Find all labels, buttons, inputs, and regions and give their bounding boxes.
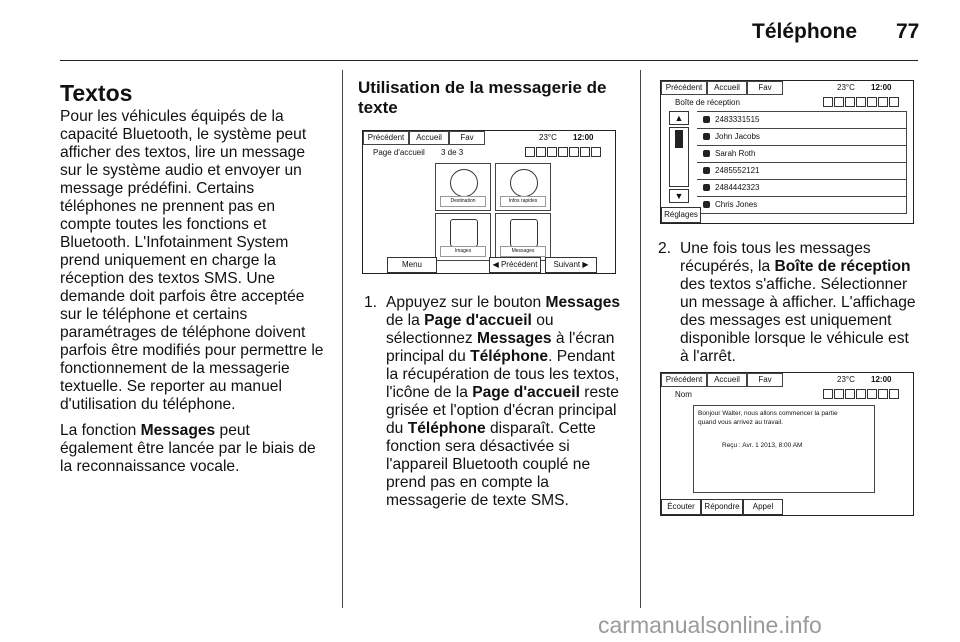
status-icons bbox=[525, 147, 601, 158]
screen-inbox bbox=[660, 80, 914, 224]
reply-button[interactable]: Répondre bbox=[701, 499, 743, 515]
inbox-row[interactable]: Sarah Roth bbox=[697, 145, 907, 163]
status-icons bbox=[823, 389, 899, 400]
paragraph-intro: Pour les véhicules équipés de la capacité Bluetooth, le système peut afficher des textos, lire un message sur le système audio et envoyer un message prédéfini. Certains téléphones ne prennent pas en compte toutes les fonctions et Bluetooth. L'Infotainment System prend uniquement en charge la réception des textos SMS. Une demande doit parfois être acceptée sur le téléphone et certains paramétrages de téléphone doivent parfois être modifiés pour permettre le fonctionnement de la messagerie textuelle. Se reporter au manuel d'utilisation du téléphone. bbox=[60, 108, 324, 413]
section-heading-messaging: Utilisation de la messagerie de texte bbox=[358, 78, 607, 117]
step-2: 2. Une fois tous les messages récupérés, la Boîte de réception des textos s'affiche. Sélectionner un message à afficher. L'affichage des messages est uniquement disponible lorsque le véhicule est à l'arrêt. bbox=[658, 240, 920, 366]
scrollbar-track[interactable] bbox=[669, 127, 689, 187]
sender-name: Nom bbox=[675, 390, 692, 399]
tile-messages[interactable]: Messages bbox=[495, 213, 551, 261]
header-rule bbox=[60, 60, 918, 61]
fav-button[interactable]: Fav bbox=[747, 81, 783, 95]
page-number: 77 bbox=[896, 20, 920, 43]
inbox-row[interactable]: 2483331515 bbox=[697, 111, 907, 129]
settings-button[interactable]: Réglages bbox=[661, 207, 701, 223]
watermark: carmanualsonline.info bbox=[598, 612, 822, 638]
column-divider-2 bbox=[640, 70, 641, 608]
tile-images[interactable]: Images bbox=[435, 213, 491, 261]
home-button[interactable]: Accueil bbox=[409, 131, 449, 145]
next-button[interactable]: Suivant ▶ bbox=[545, 257, 597, 273]
tile-quick-info[interactable]: Infos rapides bbox=[495, 163, 551, 211]
back-button[interactable]: Précédent bbox=[363, 131, 409, 145]
received-date: Reçu : Avr. 1 2013, 8:00 AM bbox=[722, 442, 803, 449]
fav-button[interactable]: Fav bbox=[747, 373, 783, 387]
inbox-row[interactable]: Chris Jones bbox=[697, 196, 907, 214]
scroll-up-button[interactable]: ▲ bbox=[669, 111, 689, 125]
inbox-row[interactable]: John Jacobs bbox=[697, 128, 907, 146]
column-divider-1 bbox=[342, 70, 343, 608]
temperature: 23°C bbox=[837, 83, 855, 92]
column-2 bbox=[358, 78, 624, 118]
tile-destination[interactable]: Destination bbox=[435, 163, 491, 211]
inbox-row[interactable]: 2485552121 bbox=[697, 162, 907, 180]
previous-button[interactable]: ◀ Précédent bbox=[489, 257, 541, 273]
call-button[interactable]: Appel bbox=[743, 499, 783, 515]
clock: 12:00 bbox=[871, 375, 892, 384]
page-header-title: Téléphone bbox=[752, 20, 858, 43]
screen-subtitle: Boîte de réception bbox=[675, 98, 740, 107]
back-button[interactable]: Précédent bbox=[661, 81, 707, 95]
screen-home-page bbox=[362, 130, 616, 274]
home-button[interactable]: Accueil bbox=[707, 81, 747, 95]
temperature: 23°C bbox=[539, 133, 557, 142]
section-heading-textos: Textos bbox=[60, 80, 133, 106]
step-1: 1. Appuyez sur le bouton Messages de la Page d'accueil ou sélectionnez Messages à l'écran principal du Téléphone. Pendant la récupération de tous les textos, l'icône de la Page d'accueil reste grisée et l'option d'écran principal du Téléphone disparaît. Cette fonction sera désactivée si l'appareil Bluetooth couplé ne prend pas en compte la messagerie de texte SMS. bbox=[364, 294, 626, 510]
clock: 12:00 bbox=[573, 133, 594, 142]
step-1-text: Appuyez sur le bouton Messages de la Page d'accueil ou sélectionnez Messages à l'écran principal du Téléphone. Pendant la récupération de tous les textos, l'icône de la Page d'accueil reste grisée et l'option d'écran principal du Téléphone disparaît. Cette fonction sera désactivée si l'appareil Bluetooth couplé ne prend pas en compte la messagerie de texte SMS. bbox=[386, 294, 621, 509]
clock: 12:00 bbox=[871, 83, 892, 92]
paragraph-voice: La fonction Messages peut également être lancée par le biais de la reconnaissance vocale. bbox=[60, 422, 316, 475]
step-2-text: Une fois tous les messages récupérés, la Boîte de réception des textos s'affiche. Sélectionner un message à afficher. L'affichage des messages est uniquement disponible lorsque le véhicule est à l'arrêt. bbox=[680, 240, 916, 365]
screen-subtitle: Page d'accueil bbox=[373, 148, 425, 157]
page-count: 3 de 3 bbox=[441, 148, 464, 157]
back-button[interactable]: Précédent bbox=[661, 373, 707, 387]
inbox-row[interactable]: 2484442323 bbox=[697, 179, 907, 197]
listen-button[interactable]: Écouter bbox=[661, 499, 701, 515]
message-line-1: Bonjour Walter, nous allons commencer la partie bbox=[698, 410, 838, 417]
scroll-down-button[interactable]: ▼ bbox=[669, 189, 689, 203]
menu-button[interactable]: Menu bbox=[387, 257, 437, 273]
message-line-2: quand vous arrivez au travail. bbox=[698, 419, 783, 426]
status-icons bbox=[823, 97, 899, 108]
screen-message bbox=[660, 372, 914, 516]
temperature: 23°C bbox=[837, 375, 855, 384]
column-1 bbox=[60, 80, 326, 484]
home-button[interactable]: Accueil bbox=[707, 373, 747, 387]
message-box bbox=[693, 405, 875, 493]
fav-button[interactable]: Fav bbox=[449, 131, 485, 145]
